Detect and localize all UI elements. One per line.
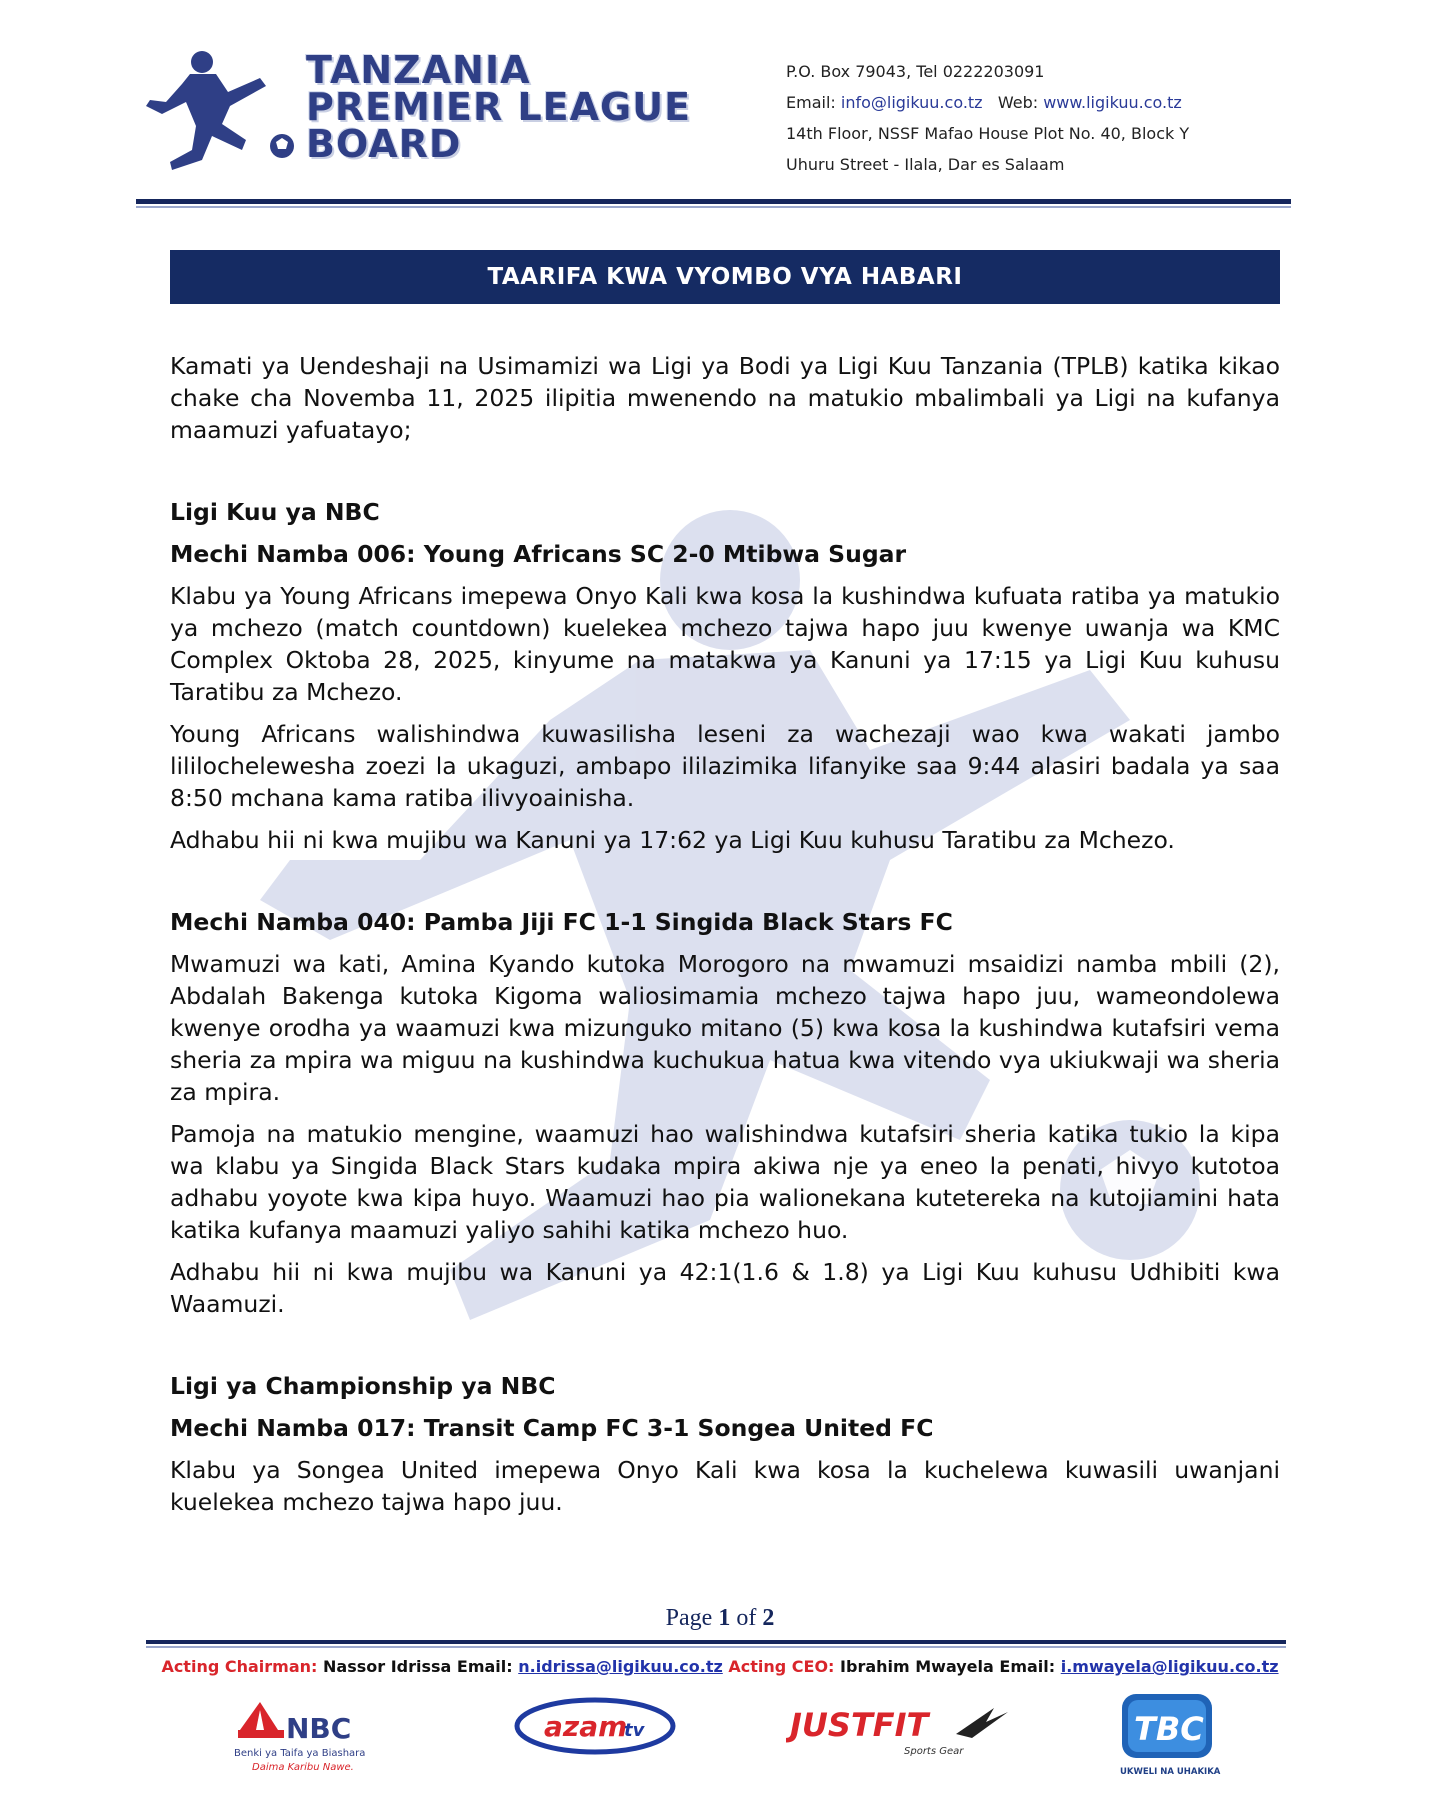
- address-line-2: 14th Floor, NSSF Mafao House Plot No. 40, Block Y: [786, 124, 1190, 143]
- match-006-paragraph-1: Klabu ya Young Africans imepewa Onyo Kali kwa kosa la kushindwa kufuata ratiba ya matukio ya mchezo (match countdown) kuelekea mchezo tajwa hapo juu kwenye uwanja wa KMC Complex Oktoba 28, 2025, kinyume na matakwa ya Kanuni ya 17:15 ya Ligi Kuu kuhusu Taratibu za Mchezo.: [170, 582, 1280, 706]
- tbc-name: TBC: [1134, 1710, 1204, 1748]
- justfit-name: JUSTFIT: [790, 1706, 929, 1744]
- email-label: Email:: [786, 93, 836, 112]
- match-006-paragraph-2: Young Africans walishindwa kuwasilisha leseni za wachezaji wao kwa wakati jambo lililochelewesha zoezi la ukaguzi, ambapo ililazimika lifanyike saa 9:44 alasiri badala ya saa 8:50 mchana kama ratiba ilivyoainisha.: [170, 720, 1280, 812]
- sponsor-logos: [0, 1690, 1440, 1790]
- org-name: [306, 48, 692, 166]
- email-web-line: [786, 87, 1189, 118]
- web-link[interactable]: www.ligikuu.co.tz: [1043, 93, 1182, 112]
- tbc-logo: [1116, 1690, 1226, 1790]
- league-heading-championship: Ligi ya Championship ya NBC: [170, 1372, 556, 1400]
- chair-email-link[interactable]: n.idrissa@ligikuu.co.tz: [518, 1657, 723, 1676]
- ceo-label: Acting CEO:: [728, 1657, 835, 1676]
- page-word: Page: [665, 1605, 713, 1631]
- ceo-email-label: Email:: [999, 1657, 1056, 1676]
- ceo-name: Ibrahim Mwayela: [840, 1657, 994, 1676]
- match-040-paragraph-3: Adhabu hii ni kwa mujibu wa Kanuni ya 42:1(1.6 & 1.8) ya Ligi Kuu kuhusu Udhibiti kwa Waamuzi.: [170, 1258, 1280, 1318]
- swoosh-icon: [956, 1708, 1008, 1738]
- page-total: 2: [762, 1605, 775, 1631]
- chair-name: Nassor Idrissa: [323, 1657, 452, 1676]
- spacer: [170, 866, 1280, 906]
- address-line: P.O. Box 79043, Tel 0222203091: [786, 62, 1045, 81]
- nbc-slogan: Daima Karibu Nawe.: [252, 1762, 354, 1773]
- press-release-body: [170, 350, 1280, 1528]
- azam-suffix: tv: [624, 1720, 645, 1741]
- footer-divider-thin: [146, 1646, 1286, 1648]
- footballer-logo-icon: [142, 48, 302, 178]
- header-divider-thin: [136, 206, 1291, 208]
- match-006-paragraph-3: Adhabu hii ni kwa mujibu wa Kanuni ya 17:62 ya Ligi Kuu kuhusu Taratibu za Mchezo.: [170, 826, 1175, 854]
- match-heading-017: Mechi Namba 017: Transit Camp FC 3-1 Songea United FC: [170, 1414, 934, 1442]
- spacer: [170, 456, 1280, 496]
- azam-name: azam: [544, 1710, 628, 1743]
- footer-contacts: [0, 1657, 1440, 1676]
- azam-tv-logo: [512, 1690, 678, 1790]
- page-number: [0, 1605, 1440, 1632]
- nbc-name: NBC: [286, 1712, 352, 1745]
- match-heading-040: Mechi Namba 040: Pamba Jiji FC 1-1 Singida Black Stars FC: [170, 908, 953, 936]
- org-name-line3: BOARD: [306, 122, 462, 166]
- match-017-paragraph-1: Klabu ya Songea United imepewa Onyo Kali kwa kosa la kuchelewa kuwasili uwanjani kuelekea mchezo tajwa hapo juu.: [170, 1456, 1280, 1516]
- chair-label: Acting Chairman:: [161, 1657, 318, 1676]
- footer-divider: [146, 1640, 1286, 1644]
- org-name-line2: PREMIER LEAGUE: [306, 85, 692, 129]
- justfit-logo: [786, 1690, 1016, 1790]
- page-of: of: [736, 1605, 757, 1631]
- match-heading-006: Mechi Namba 006: Young Africans SC 2-0 Mtibwa Sugar: [170, 540, 907, 568]
- document-title: TAARIFA KWA VYOMBO VYA HABARI: [170, 250, 1280, 304]
- nbc-tagline: Benki ya Taifa ya Biashara: [234, 1748, 366, 1759]
- intro-paragraph: Kamati ya Uendeshaji na Usimamizi wa Ligi ya Bodi ya Ligi Kuu Tanzania (TPLB) katika kikao chake cha Novemba 11, 2025 ilipitia mwenendo na matukio mbalimbali ya Ligi na kufanya maamuzi yafuatayo;: [170, 352, 1280, 444]
- chair-email-label: Email:: [456, 1657, 513, 1676]
- org-name-line1: TANZANIA: [306, 48, 531, 92]
- email-link[interactable]: info@ligikuu.co.tz: [840, 93, 983, 112]
- letterhead: [0, 0, 1440, 210]
- web-label: Web:: [997, 93, 1039, 112]
- match-040-paragraph-1: Mwamuzi wa kati, Amina Kyando kutoka Morogoro na mwamuzi msaidizi namba mbili (2), Abdalah Bakenga kutoka Kigoma waliosimamia mchezo tajwa hapo juu, wameondolewa kwenye orodha ya waamuzi kwa mizunguko mitano (5) kwa kosa la kushindwa kutafsiri vema sheria za mpira wa miguu na kushindwa kuchukua hatua kwa vitendo vya ukiukwaji wa sheria za mpira.: [170, 950, 1280, 1106]
- match-040-paragraph-2: Pamoja na matukio mengine, waamuzi hao walishindwa kutafsiri sheria katika tukio la kipa wa klabu ya Singida Black Stars kudaka mpira akiwa nje ya eneo la penati, hivyo kutotoa adhabu yoyote kwa kipa huyo. Waamuzi hao pia walionekana kutetereka na kutojiamini hata katika kufanya maamuzi yaliyo sahihi katika mchezo huo.: [170, 1120, 1280, 1244]
- page-current: 1: [718, 1605, 731, 1631]
- league-heading-premier: Ligi Kuu ya NBC: [170, 498, 380, 526]
- justfit-tagline: Sports Gear: [904, 1746, 964, 1757]
- address-line-3: Uhuru Street - Ilala, Dar es Salaam: [786, 155, 1065, 174]
- contact-block: [786, 56, 1189, 180]
- spacer: [170, 1330, 1280, 1370]
- tbc-tagline: UKWELI NA UHAKIKA: [1120, 1767, 1221, 1777]
- nbc-logo: [230, 1690, 380, 1790]
- header-divider: [136, 199, 1291, 204]
- ceo-email-link[interactable]: i.mwayela@ligikuu.co.tz: [1060, 1657, 1279, 1676]
